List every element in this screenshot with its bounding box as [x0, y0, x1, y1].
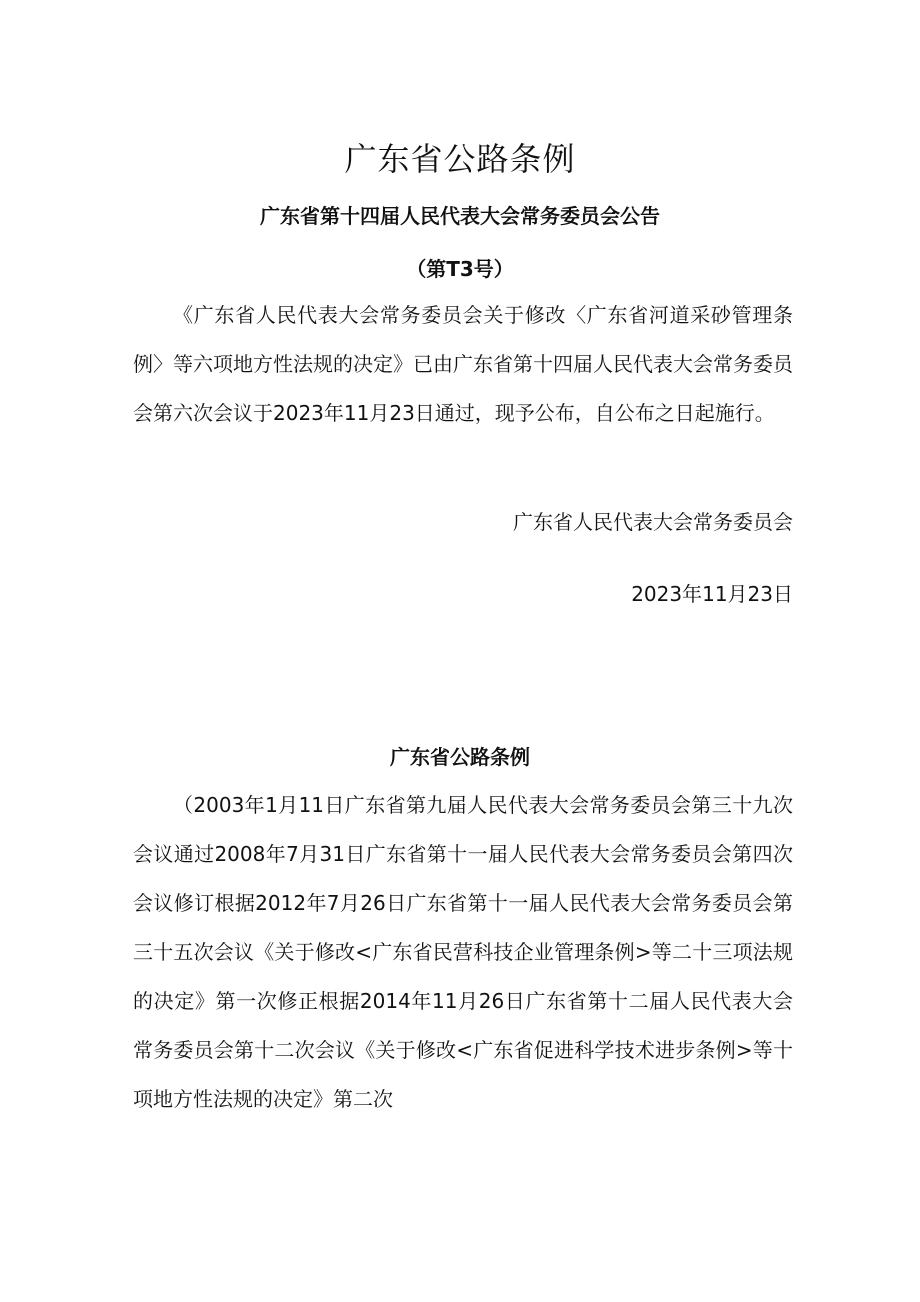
notice-body: 《广东省人民代表大会常务委员会关于修改〈广东省河道采砂管理条例〉等六项地方性法规的决定》已由广东省第十四届人民代表大会常务委员会第六次会议于2023年11月23日通过，现予公布，自公布之日起施行。	[133, 303, 793, 425]
notice-number: （第T3号）	[406, 257, 514, 281]
regulation-history: （2003年1月11日广东省第九届人民代表大会常务委员会第三十九次会议通过2008年7月31日广东省第十一届人民代表大会常务委员会第四次会议修订根据2012年7月26日广东省第十一届人民代表大会常务委员会第三十五次会议《关于修改<广东省民营科技企业管理条例>等二十三项法规的决定》第一次修正根据2014年11月26日广东省第十二届人民代表大会常务委员会第十二次会议《关于修改<广东省促进科学技术进步条例>等十项地方性法规的决定》第二次	[133, 793, 793, 1111]
document-title: 广东省公路条例	[344, 140, 576, 178]
notice-heading: 广东省第十四届人民代表大会常务委员会公告	[260, 204, 660, 228]
regulation-title: 广东省公路条例	[390, 745, 530, 769]
notice-issuer: 广东省人民代表大会常务委员会	[513, 510, 793, 534]
notice-date: 2023年11月23日	[631, 582, 793, 606]
